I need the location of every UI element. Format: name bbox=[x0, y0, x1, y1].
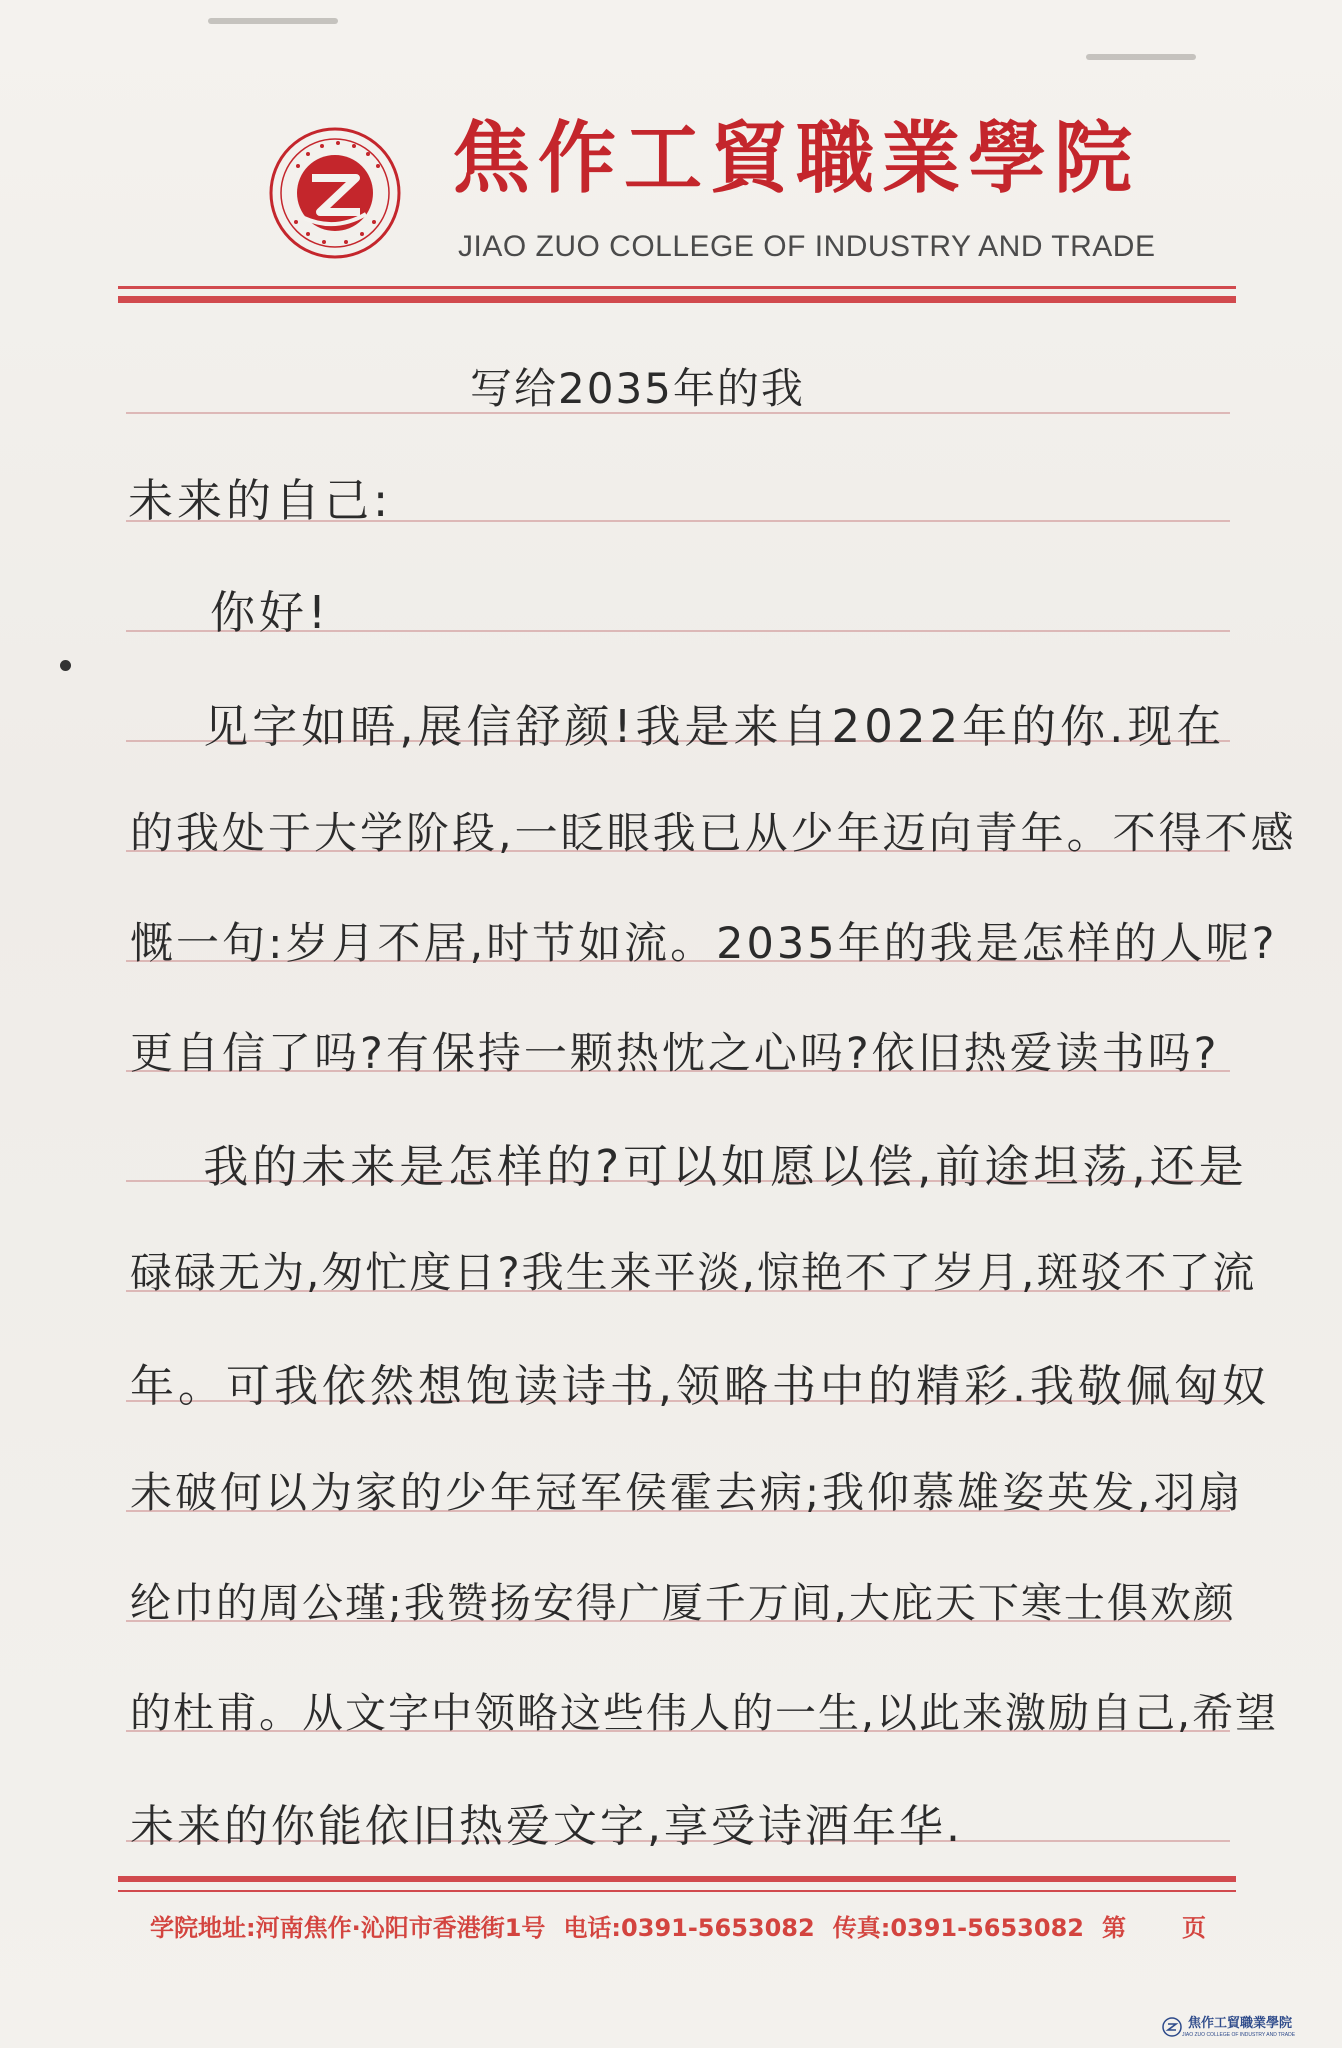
letter-line: 的我处于大学阶段,一眨眼我已从少年迈向青年。不得不感 bbox=[130, 809, 1297, 859]
footer-rule-thick bbox=[118, 1876, 1236, 1882]
letter-line: 碌碌无为,匆忙度日?我生来平淡,惊艳不了岁月,斑驳不了流 bbox=[130, 1248, 1257, 1297]
letter-line: 纶巾的周公瑾;我赞扬安得广厦千万间,大庇天下寒士俱欢颜 bbox=[130, 1579, 1236, 1627]
college-seal-icon bbox=[268, 126, 402, 260]
ink-dot bbox=[60, 660, 71, 671]
college-name-cn: 焦作工貿職業學院 bbox=[452, 113, 1141, 204]
watermark-seal-icon bbox=[1162, 2017, 1182, 2037]
watermark-name-en: JIAO ZUO COLLEGE OF INDUSTRY AND TRADE bbox=[1182, 2031, 1296, 2038]
footer-rule bbox=[118, 1890, 1236, 1892]
letter-line: 的杜甫。从文字中领略这些伟人的一生,以此来激励自己,希望 bbox=[130, 1689, 1279, 1737]
letter-greeting: 未来的自己: bbox=[128, 474, 393, 527]
college-name-en: JIAO ZUO COLLEGE OF INDUSTRY AND TRADE bbox=[458, 230, 1156, 263]
footer-phone-label: 电话: bbox=[563, 1914, 622, 1942]
letter-line: 未破何以为家的少年冠军侯霍去病;我仰慕雄姿英发,羽扇 bbox=[130, 1468, 1244, 1517]
letter-line: 慨一句:岁月不居,时节如流。2035年的我是怎样的人呢? bbox=[130, 919, 1278, 969]
letter-line: 未来的你能依旧热爱文字,享受诗酒年华. bbox=[130, 1801, 963, 1852]
footer-fax-label: 传真: bbox=[832, 1914, 891, 1942]
header-rule-thick bbox=[118, 296, 1236, 303]
watermark-name-cn: 焦作工貿職業學院 bbox=[1188, 2015, 1293, 2031]
footer-page-prefix: 第 bbox=[1101, 1914, 1126, 1942]
header-rule bbox=[118, 286, 1236, 289]
letter-line: 见字如晤,展信舒颜!我是来自2022年的你.现在 bbox=[130, 700, 1226, 753]
footer-page-suffix: 页 bbox=[1181, 1914, 1206, 1942]
letter-line: 更自信了吗?有保持一颗热忱之心吗?依旧热爱读书吗? bbox=[130, 1029, 1220, 1079]
college-watermark bbox=[1162, 2012, 1332, 2042]
letter-hello: 你好! bbox=[210, 586, 331, 639]
footer-address-label: 学院地址: bbox=[150, 1914, 256, 1942]
letter-line: 年。可我依然想饱读诗书,领略书中的精彩.我敬佩匈奴 bbox=[130, 1361, 1270, 1412]
top-smudge bbox=[1086, 54, 1196, 60]
top-smudge bbox=[208, 18, 338, 24]
footer-phone: 0391-5653082 bbox=[621, 1914, 815, 1942]
footer-info bbox=[150, 1908, 1240, 1943]
letter-title: 写给2035年的我 bbox=[470, 364, 805, 413]
footer-fax: 0391-5653082 bbox=[890, 1914, 1084, 1942]
footer-address: 河南焦作·沁阳市香港街1号 bbox=[255, 1914, 546, 1942]
letter-line: 我的未来是怎样的?可以如愿以偿,前途坦荡,还是 bbox=[130, 1140, 1248, 1193]
